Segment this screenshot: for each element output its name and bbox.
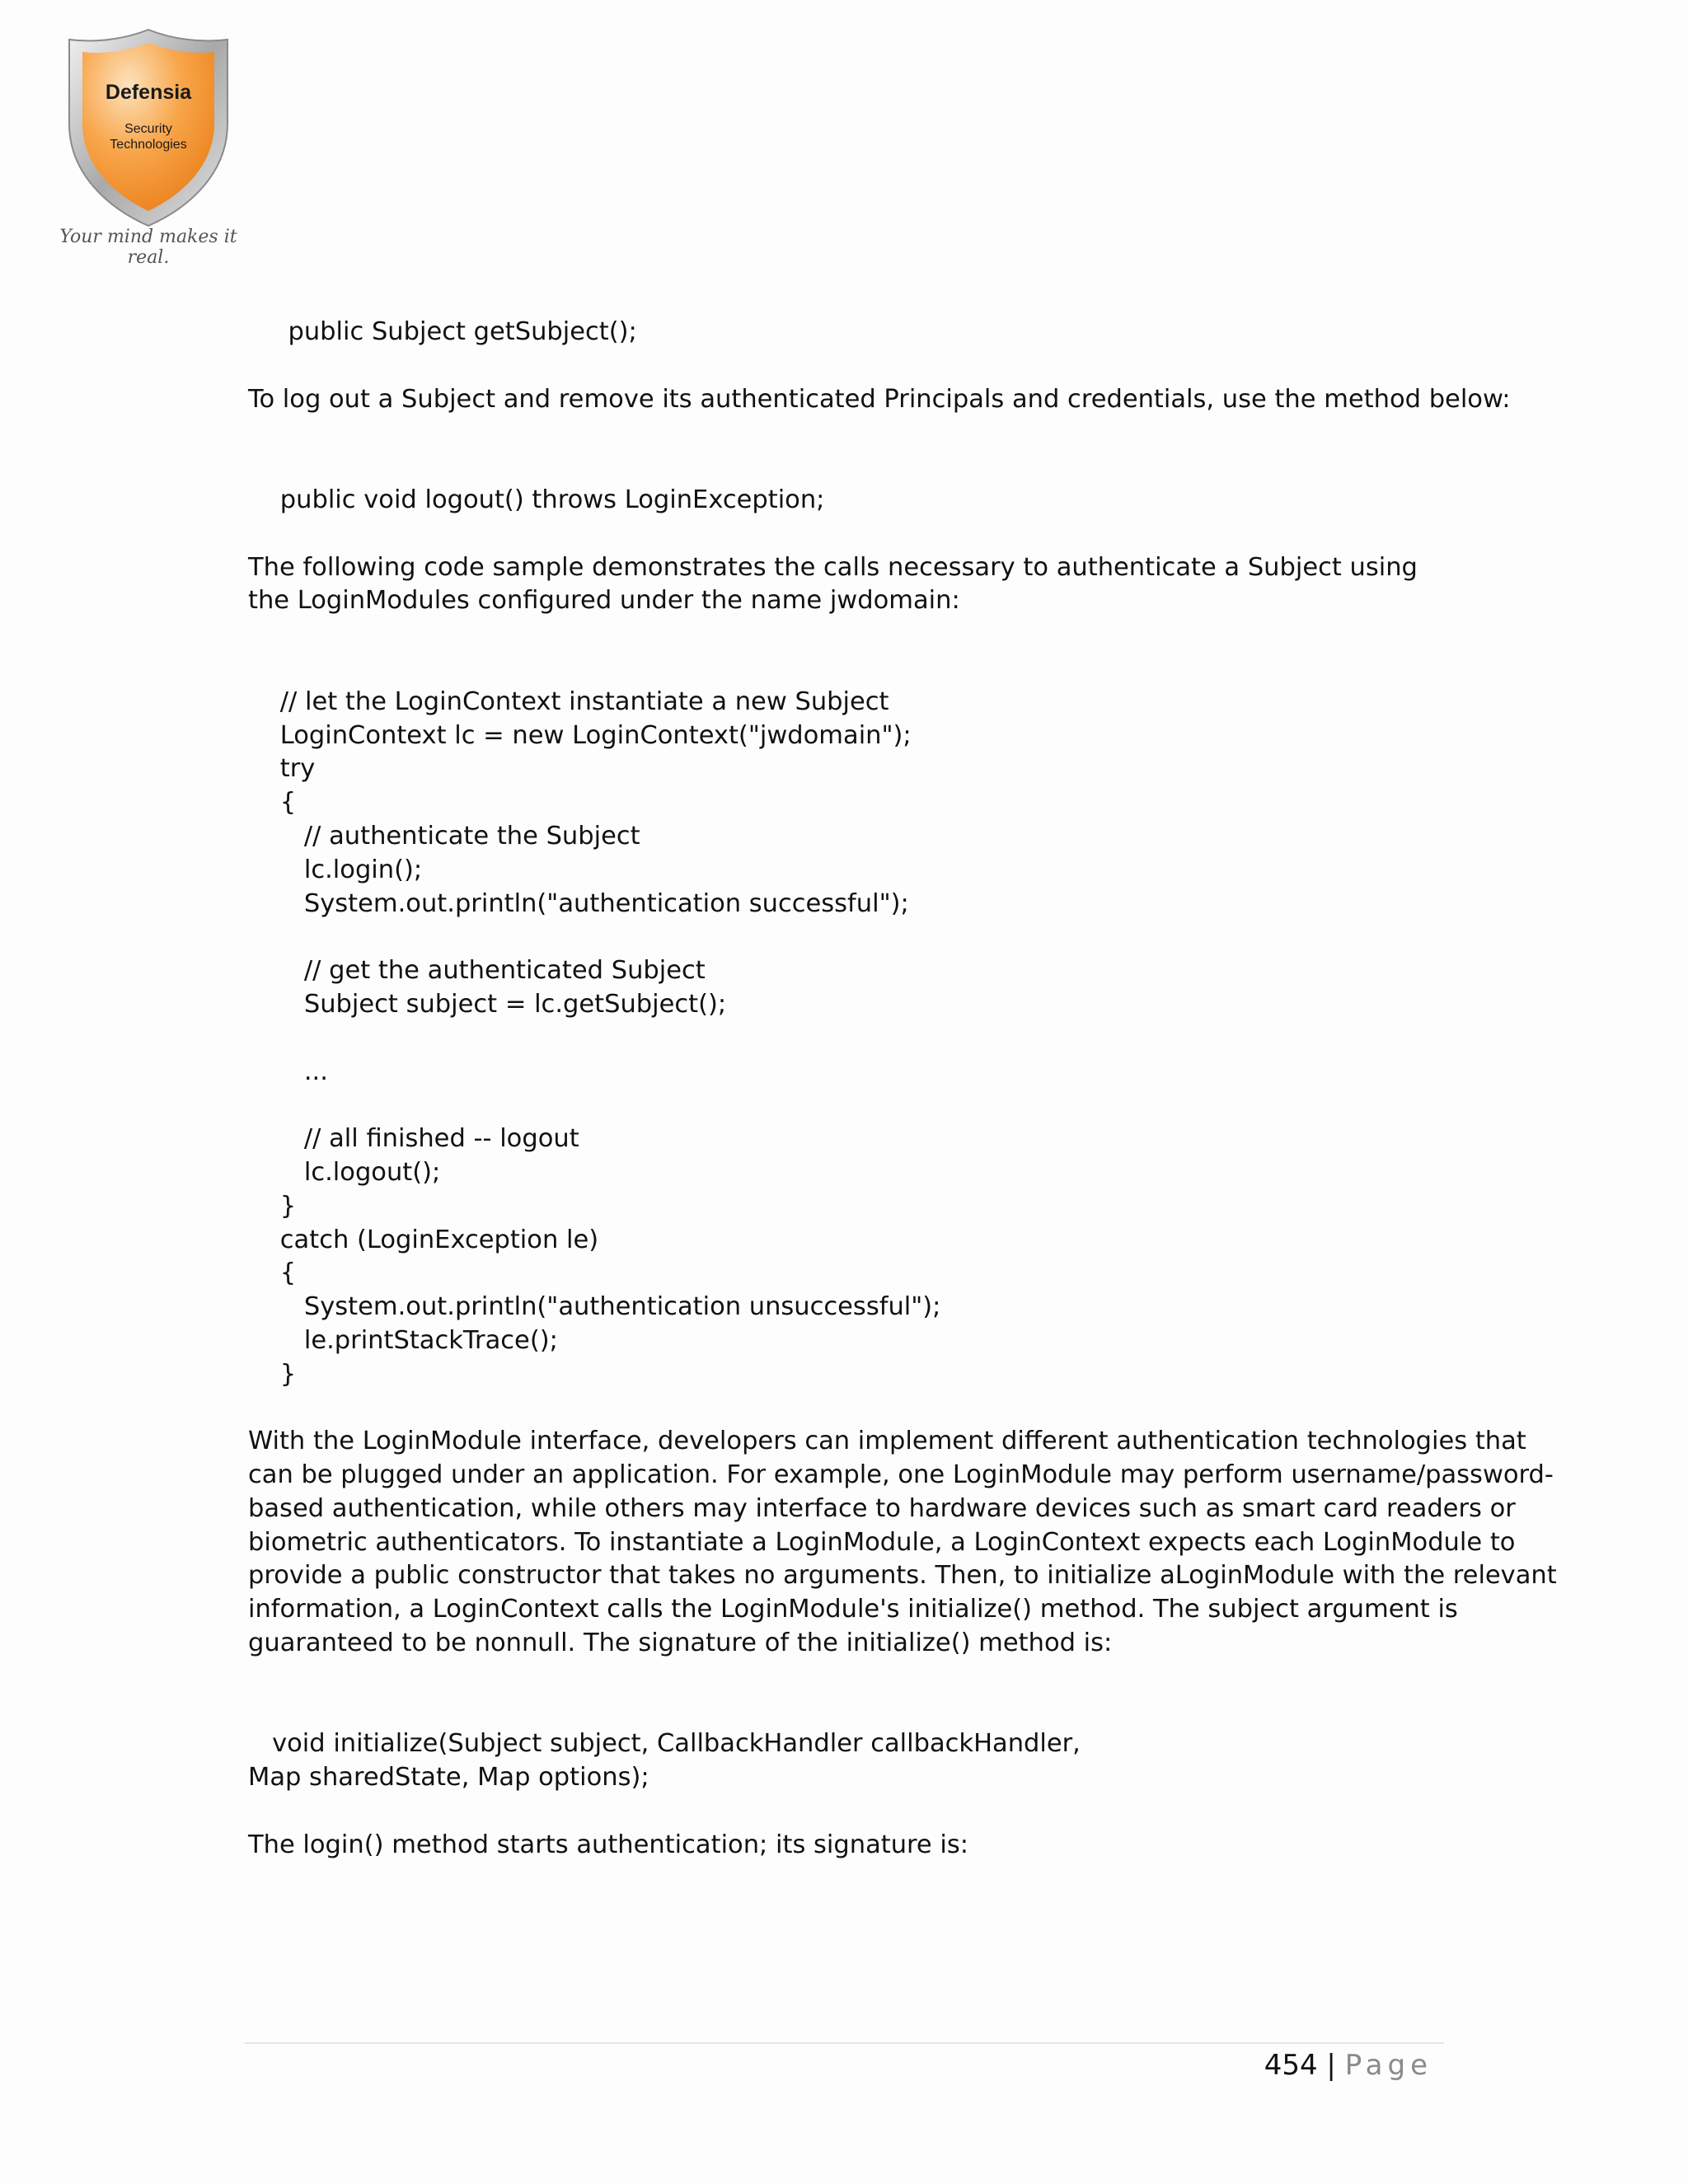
page-label: Page — [1344, 2049, 1432, 2082]
blank-line — [248, 518, 1443, 551]
text-line: provide a public constructor that takes no arguments. Then, to initialize aLoginModule with the relevant — [248, 1561, 1557, 1591]
text-line: { — [248, 1258, 297, 1288]
text-line: lc.login(); — [248, 855, 423, 884]
text-line: To log out a Subject and remove its authenticated Principals and credentials, use the method below: — [248, 384, 1511, 414]
text-line: Map sharedState, Map options); — [248, 1763, 649, 1793]
blank-line — [248, 1694, 1443, 1728]
text-line: The following code sample demonstrates the calls necessary to authenticate a Subject using — [248, 552, 1418, 582]
text-line: lc.logout(); — [248, 1157, 441, 1187]
text-line: catch (LoginException le) — [248, 1225, 599, 1254]
text-line: information, a LoginContext calls the LoginModule's initialize() method. The subject argument is — [248, 1595, 1458, 1624]
text-line: biometric authenticators. To instantiate a LoginModule, a LoginContext expects each LoginModule to — [248, 1527, 1516, 1557]
blank-line — [248, 921, 1443, 954]
text-line: // let the LoginContext instantiate a new Subject — [248, 687, 889, 716]
blank-line — [248, 1089, 1443, 1122]
logo-tagline: Your mind makes it real. — [59, 227, 237, 268]
text-line: } — [248, 1359, 297, 1389]
text-line: le.printStackTrace(); — [248, 1325, 558, 1355]
page-separator: | — [1326, 2049, 1336, 2082]
text-line: public Subject getSubject(); — [248, 317, 637, 346]
text-line: the LoginModules configured under the name jwdomain: — [248, 586, 960, 616]
blank-line — [248, 349, 1443, 383]
blank-line — [248, 1022, 1443, 1056]
footer-divider — [245, 2042, 1444, 2044]
text-line: { — [248, 788, 297, 818]
blank-line — [248, 618, 1443, 652]
page-footer — [1264, 2046, 1432, 2084]
text-line: ... — [248, 1057, 328, 1086]
logo-sub-text-2: Technologies — [110, 138, 187, 152]
text-line: based authentication, while others may interface to hardware devices such as smart card readers or — [248, 1493, 1516, 1523]
shield-logo-graphic — [58, 25, 239, 231]
text-line: LoginContext lc = new LoginContext("jwdomain"); — [248, 720, 912, 750]
text-line: } — [248, 1191, 297, 1221]
logo-sub-text-1: Security — [124, 122, 172, 136]
page-body — [248, 316, 1557, 1863]
blank-line — [248, 1795, 1443, 1829]
text-line: The login() method starts authentication; its signature is: — [248, 1830, 969, 1859]
text-line: With the LoginModule interface, developers can implement different authentication technologies that — [248, 1427, 1526, 1456]
text-line: Subject subject = lc.getSubject(); — [248, 989, 727, 1019]
blank-line — [248, 1661, 1443, 1694]
text-line: can be plugged under an application. For example, one LoginModule may perform username/password- — [248, 1460, 1554, 1490]
text-line: // get the authenticated Subject — [248, 956, 706, 986]
blank-line — [248, 652, 1443, 686]
text-line: void initialize(Subject subject, CallbackHandler callbackHandler, — [248, 1729, 1081, 1759]
text-line: System.out.println("authentication unsuccessful"); — [248, 1292, 941, 1322]
blank-line — [248, 450, 1443, 484]
text-line: // authenticate the Subject — [248, 821, 640, 851]
blank-line — [248, 1392, 1443, 1426]
company-logo — [58, 25, 239, 268]
blank-line — [248, 416, 1443, 450]
logo-brand-text: Defensia — [105, 81, 192, 104]
text-line: public void logout() throws LoginException; — [248, 485, 825, 514]
text-line: System.out.println("authentication successful"); — [248, 888, 909, 918]
text-line: guaranteed to be nonnull. The signature of the initialize() method is: — [248, 1629, 1113, 1658]
text-line: // all finished -- logout — [248, 1124, 579, 1154]
text-line: try — [248, 754, 316, 784]
page-number: 454 — [1264, 2049, 1318, 2082]
